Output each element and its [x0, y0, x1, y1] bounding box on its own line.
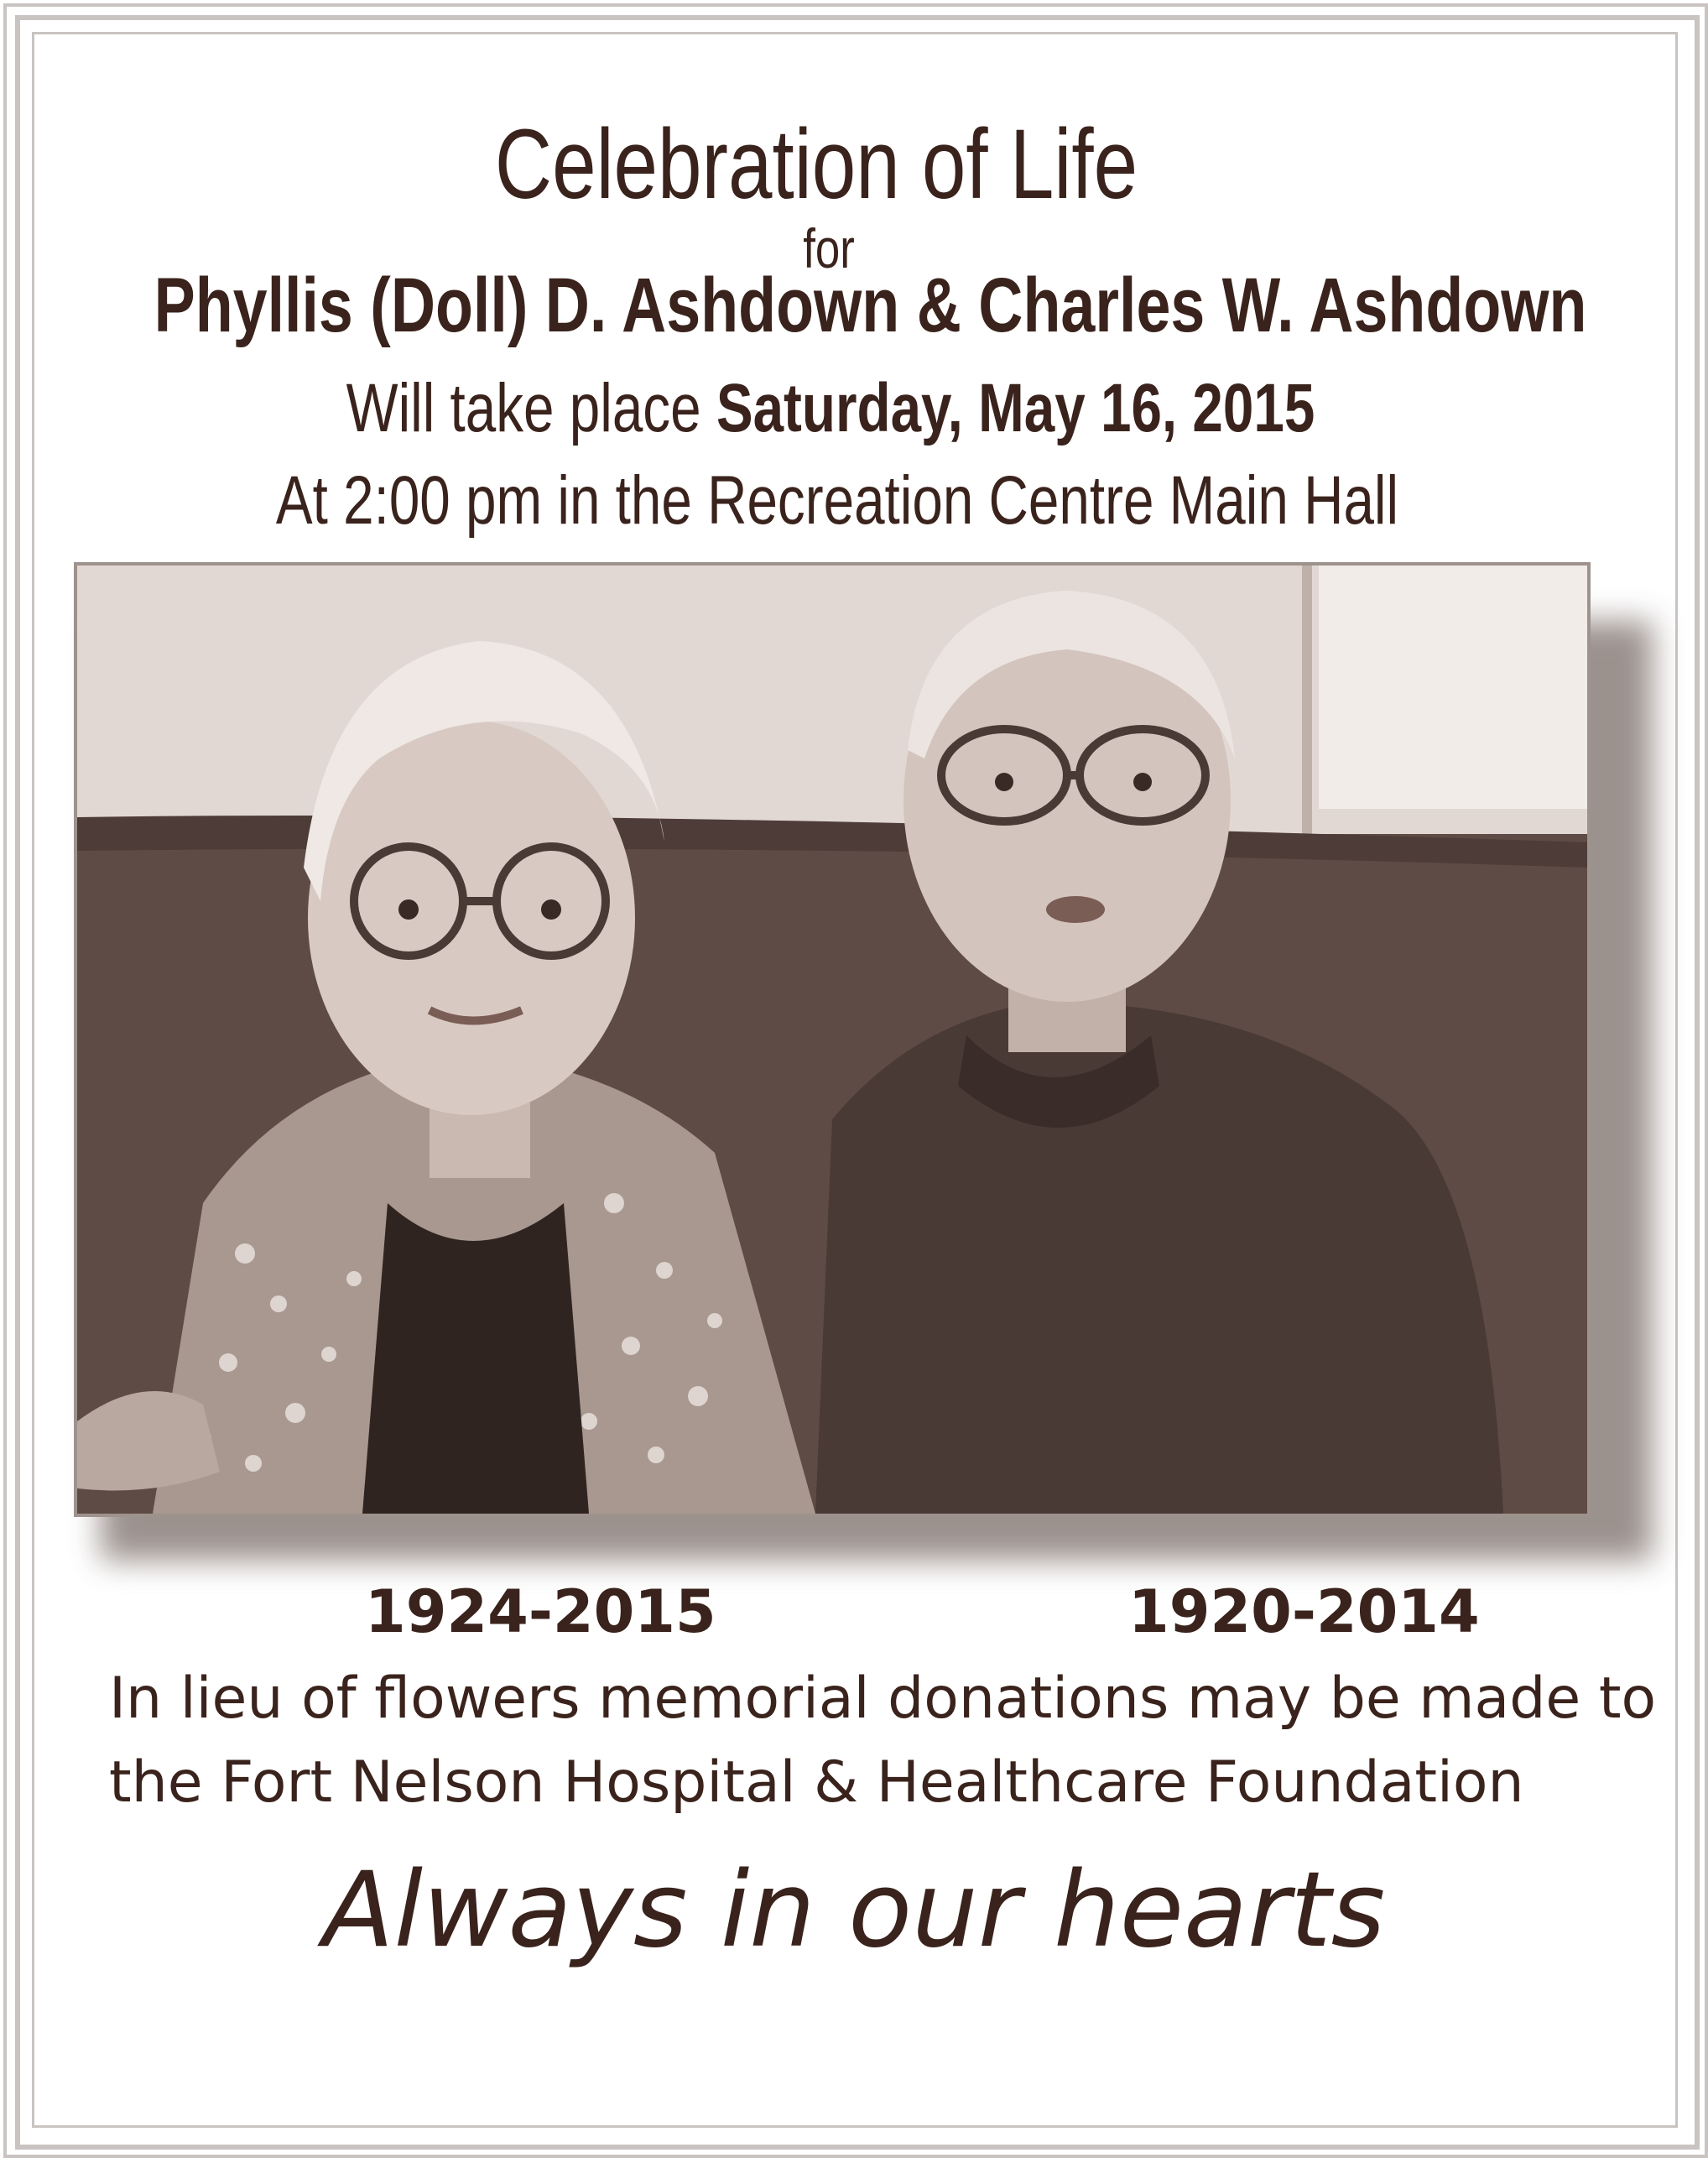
charles-years: 1920-2014	[1128, 1577, 1480, 1646]
page-title: Celebration of Life	[494, 109, 1138, 220]
event-date-prefix: Will take place	[346, 370, 716, 446]
closing-message: Always in our hearts	[322, 1850, 1386, 1971]
couple-photo-illustration	[77, 566, 1587, 1514]
honoree-names: Phyllis (Doll) D. Ashdown & Charles W. Ashdown	[154, 263, 1587, 348]
for-text: for	[803, 217, 855, 279]
event-location: At 2:00 pm in the Recreation Centre Main Hall	[275, 462, 1399, 539]
couple-photo	[74, 562, 1591, 1517]
donation-line-2: the Fort Nelson Hospital & Healthcare Foundation	[109, 1749, 1524, 1816]
event-date-line	[148, 369, 1514, 448]
phyllis-years: 1924-2015	[365, 1577, 716, 1646]
event-date: Saturday, May 16, 2015	[716, 370, 1315, 446]
donation-line-1: In lieu of flowers memorial donations may be made to	[109, 1665, 1657, 1732]
